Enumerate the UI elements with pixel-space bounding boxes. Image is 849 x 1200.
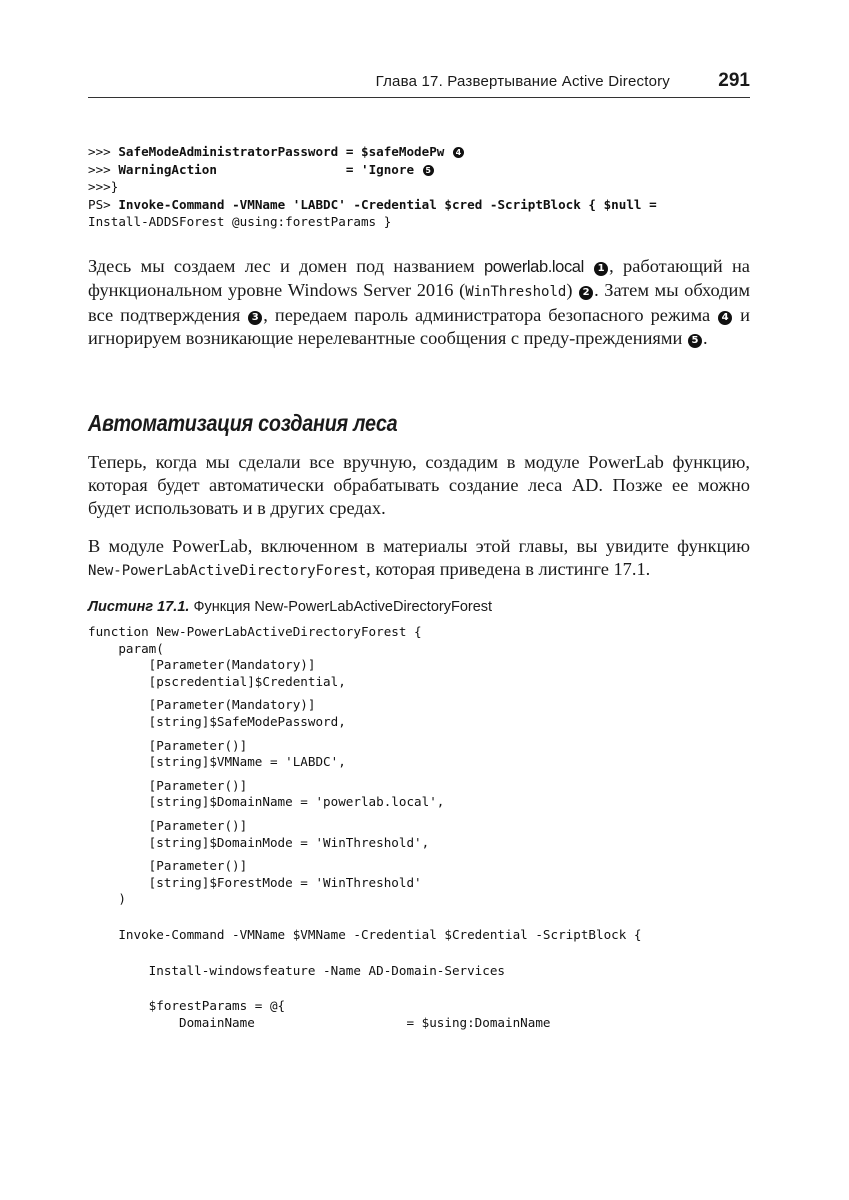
- listing-line: [string]$VMName = 'LABDC',: [88, 754, 346, 770]
- code-listing: [88, 624, 642, 1031]
- listing-title: Функция New-PowerLabActiveDirectoryForest: [189, 599, 493, 615]
- inline-code: New-PowerLabActiveDirectoryForest: [88, 563, 367, 579]
- text-run: Здесь мы создаем лес и домен под названием: [88, 256, 484, 276]
- listing-line: [Parameter()]: [88, 858, 248, 874]
- code-param-value: = $safeModePw: [338, 144, 452, 159]
- domain-name: powerlab.local: [483, 258, 584, 276]
- text-run: .: [702, 328, 708, 348]
- callout-5-icon: 5: [423, 165, 434, 176]
- listing-line: [Parameter()]: [88, 737, 248, 753]
- callout-4-icon: 4: [718, 311, 732, 325]
- listing-line: [Parameter()]: [88, 777, 248, 793]
- inline-code: WinThreshold: [465, 284, 567, 300]
- callout-3-icon: 3: [248, 311, 262, 325]
- listing-blank-line: [88, 771, 642, 778]
- listing-blank-line: [88, 979, 642, 998]
- intro-paragraph: Теперь, когда мы сделали все вручную, создадим в модуле PowerLab функцию, которая будет автоматически обрабатывать создание леса AD. Позже ее можно будет использовать и в других средах.: [88, 452, 750, 518]
- code-param-key: SafeModeAdministratorPassword: [118, 144, 339, 159]
- listing-label: Листинг 17.1.: [88, 599, 190, 615]
- code-snippet-top: [88, 143, 657, 231]
- listing-line: [pscredential]$Credential,: [88, 673, 346, 689]
- text-run: и игнорируем возникающие нерелевантные сообщения с преду-преждениями: [88, 305, 750, 348]
- text-run: . Затем мы обходим все подтверждения: [88, 280, 750, 325]
- code-line: Install-ADDSForest @using:forestParams }: [88, 214, 392, 229]
- listing-blank-line: [88, 811, 642, 818]
- listing-line: [Parameter(Mandatory)]: [88, 697, 316, 713]
- listing-caption: [88, 599, 492, 615]
- listing-line: ): [88, 891, 126, 907]
- running-header: [88, 70, 750, 98]
- code-param-value: = 'Ignore: [216, 161, 422, 177]
- text-run: , работающий на функциональном уровне Windows Server 2016 (: [88, 256, 750, 300]
- listing-line: [string]$DomainName = 'powerlab.local',: [88, 794, 445, 810]
- callout-2-icon: 2: [579, 286, 593, 300]
- callout-1-icon: 1: [594, 262, 608, 276]
- page-number: 291: [718, 70, 750, 91]
- callout-5-icon: 5: [688, 334, 702, 348]
- listing-line: [string]$ForestMode = 'WinThreshold': [88, 874, 422, 890]
- callout-4-icon: 4: [453, 147, 464, 158]
- section-heading: Автоматизация создания леса: [88, 410, 398, 436]
- code-param-key: WarningAction: [118, 161, 217, 177]
- listing-line: Invoke-Command -VMName $VMName -Credential $Credential -ScriptBlock {: [88, 926, 642, 942]
- listing-blank-line: [88, 690, 642, 697]
- text-run: , которая приведена в листинге 17.1.: [366, 559, 651, 579]
- code-prompt: >>>: [88, 161, 119, 177]
- listing-line: Install-windowsfeature -Name AD-Domain-Services: [88, 962, 506, 978]
- listing-line: $forestParams = @{: [88, 998, 286, 1014]
- function-paragraph: [88, 535, 750, 583]
- listing-line: DomainName = $using:DomainName: [88, 1014, 551, 1030]
- listing-line: function New-PowerLabActiveDirectoryForest {: [88, 624, 422, 639]
- text-run: В модуле PowerLab, включенном в материалы этой главы, вы увидите функцию: [88, 536, 750, 556]
- code-prompt: >>>: [88, 144, 119, 159]
- listing-blank-line: [88, 944, 642, 963]
- listing-line: param(: [88, 640, 164, 656]
- listing-line: [string]$SafeModePassword,: [88, 713, 346, 729]
- ps-prompt: PS>: [88, 196, 119, 212]
- explanation-paragraph: [88, 255, 750, 350]
- code-line: Invoke-Command -VMName 'LABDC' -Credential $cred -ScriptBlock { $null =: [118, 196, 657, 212]
- text-run: ): [566, 280, 579, 300]
- chapter-title: Глава 17. Развертывание Active Directory: [375, 73, 670, 90]
- listing-blank-line: [88, 908, 642, 927]
- listing-blank-line: [88, 731, 642, 738]
- listing-line: [Parameter(Mandatory)]: [88, 657, 316, 673]
- code-line: >>>}: [88, 179, 119, 194]
- listing-line: [Parameter()]: [88, 817, 248, 833]
- listing-line: [string]$DomainMode = 'WinThreshold',: [88, 834, 430, 850]
- text-run: , передаем пароль администратора безопасного режима: [263, 305, 718, 325]
- listing-blank-line: [88, 851, 642, 858]
